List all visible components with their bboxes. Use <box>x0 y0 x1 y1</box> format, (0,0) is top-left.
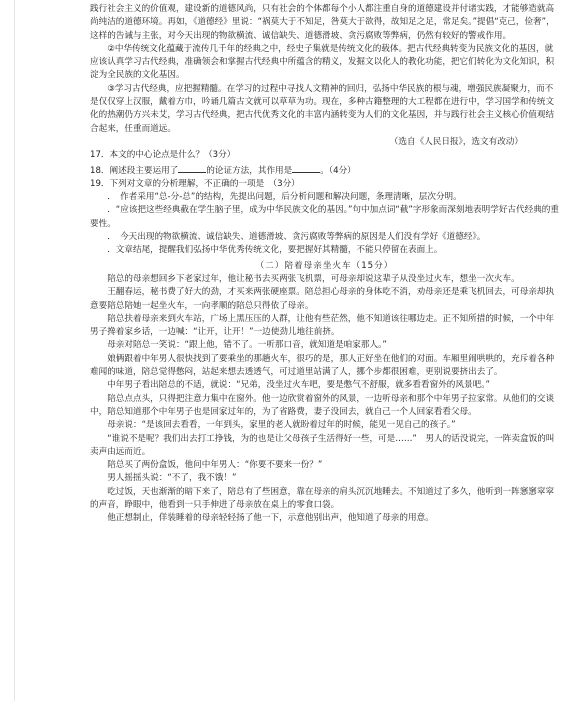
article-paragraph: ③学习古代经典，应把握精髓。在学习的过程中寻找人文精神的回归，弘扬中华民族的根与魂，增强民族凝聚力，而不是仅仅穿上汉服，戴着方巾，吟诵几篇古文就可以草草为功。现在，多种古籍整理的大工程都在进行中，学习国学和传统文化的热潮仍方兴未艾，学习古代经典，把古代优秀文化的丰富内涵转变为人们的文化基因，并与践行社会主义核心价值观结合起来，任重而道远。 <box>90 83 555 134</box>
story-paragraph: 母亲说：“是该回去看看，一年到头，家里的老人就盼着过年的时候，能见一见自己的孩子。” <box>107 420 456 431</box>
question-18-part-c: 。（4分） <box>320 165 356 176</box>
option-c: ． 今天出现的物欲横流、诚信缺失、道德滑坡、贪污腐败等弊病的原因是人们没有学好《道德经》。 <box>107 232 486 243</box>
story-paragraph: 陪总的母亲想回乡下老家过年，他让秘书去买两张飞机票，可母亲却说这辈子从没坐过火车，想坐一次火车。 <box>107 273 520 284</box>
question-19: 19．下列对文章的分析理解，不正确的一项是 （3分） <box>90 178 300 189</box>
story-paragraph: 娘俩跟着中年男人很快找到了要乘坐的那趟火车，很巧的是，那人正好坐在他们的对面。车厢里闹哄哄的，充斥着各种难闻的味道，陪总觉得憋闷，站起来想去透透气，可过道里站满了人，挪个步都很困难，更别说要挤出去了。 <box>90 353 555 378</box>
question-17: 17．本文的中心论点是什么？（3分） <box>90 150 236 161</box>
article-source: （选自《人民日报》，选文有改动） <box>389 136 523 147</box>
story-paragraph: 陪总点点头，只得把注意力集中在窗外。他一边欣赏着窗外的风景，一边听母亲和那个中年男子拉家常。从他们的交谈中，陪总知道那个中年男子也是回家过年的，为了省路费，妻子没回去，就自己一个人回家看看父母。 <box>90 393 555 417</box>
story-paragraph: 王翻春运，秘书费了好大的劲，才买来两张硬座票。陪总担心母亲的身体吃不消，劝母亲还是乘飞机回去，可母亲却执意要陪总陪她一起坐火车，一向孝顺的陪总只得依了母亲。 <box>90 287 555 311</box>
question-18 <box>90 163 559 178</box>
story-paragraph: 男人摇摇头说：“不了，我不饿！” <box>107 473 237 484</box>
story-paragraph: 中年男子看出陪总的不适，就说：“兄弟，没坐过火车吧，要是憋气不舒服，就多看看窗外的风景吧。” <box>107 380 490 391</box>
story-paragraph: “谁说不是呢？我们出去打工挣钱，为的也是让父母孩子生活得好一些，可是……” 男人的话没说完，一阵卖盒饭的叫卖声由远而近。 <box>90 433 555 457</box>
story-paragraph: 母亲对陪总一笑说：“跟上他，错不了。一听那口音，就知道是咱家那人。” <box>107 340 387 351</box>
article-paragraph: 践行社会主义的价值观，建设新的道德风尚，只有社会的个体都每个小人都注重自身的道德建设并付诸实践，才能够造就高尚纯洁的道德环境。再如，《道德经》里说：“祸莫大于不知足，咎莫大于欲得，故知足之足，常足矣。”提倡“克己，俭奢”，这样的告诫与主张，对今天出现的物欲横流、诚信缺失、道德滑坡、贪污腐败等弊病，仍然有较好的警戒作用。 <box>90 4 555 41</box>
story-paragraph: 陪总买了两份盒饭，他问中年男人：“你要不要来一份？” <box>107 460 323 471</box>
answer-blank[interactable] <box>178 163 206 173</box>
story-paragraph: 陪总扶着母亲来到火车站，广场上黑压压的人群，让他有些茫然，他不知道该往哪边走。正不知所措的时候，一个中年男子搀着家乡话，一边喊：“让开，让开！”一边使劲儿地往前挤。 <box>90 313 555 338</box>
page-edge-rule <box>14 0 15 701</box>
question-18-part-b: 的论证方法，其作用是 <box>206 165 293 176</box>
option-a: ． 作者采用“总-分-总”的结构，先提出问题，后分析问题和解决问题，条理清晰，层次分明。 <box>107 192 462 203</box>
option-b: ．“应该把这些经典截在学生脑子里，成为中华民族文化的基因。”句中加点词“截”字形象而深刻地表明学好古代经典的重要性。 <box>90 205 559 229</box>
article-paragraph: ②中华传统文化蕴藏于流传几千年的经典之中，经史子集就是传统文化的载体。把古代经典转变为民族文化的基因，就应该认真学习古代经典，准确领会和掌握古代经典中所蕴含的精义，发掘文以化人的教化功能，把它们转化为文化知识，积淀为全民族的文化基因。 <box>90 43 555 81</box>
question-18-part-a: 18．阐述段主要运用了 <box>90 165 179 176</box>
option-d: ．文章结尾，提醒我们弘扬中华优秀传统文化，要把握好其精髓，不能只停留在表面上。 <box>107 245 443 256</box>
answer-blank[interactable] <box>292 163 320 173</box>
story-title: （二）陪着母亲坐火车（15分） <box>255 260 394 271</box>
story-paragraph: 他正想制止，佯装睡着的母亲轻轻扬了他一下，示意他别出声，他知道了母亲的用意。 <box>107 513 434 524</box>
story-paragraph: 吃过饭，天也渐渐的暗下来了，陪总有了些困意，靠在母亲的肩头沉沉地睡去。不知道过了多久，他听到一阵窸窸窣窣的声音，睁眼中，他看到一只手伸进了母亲放在桌上的零食口袋。 <box>90 486 555 510</box>
